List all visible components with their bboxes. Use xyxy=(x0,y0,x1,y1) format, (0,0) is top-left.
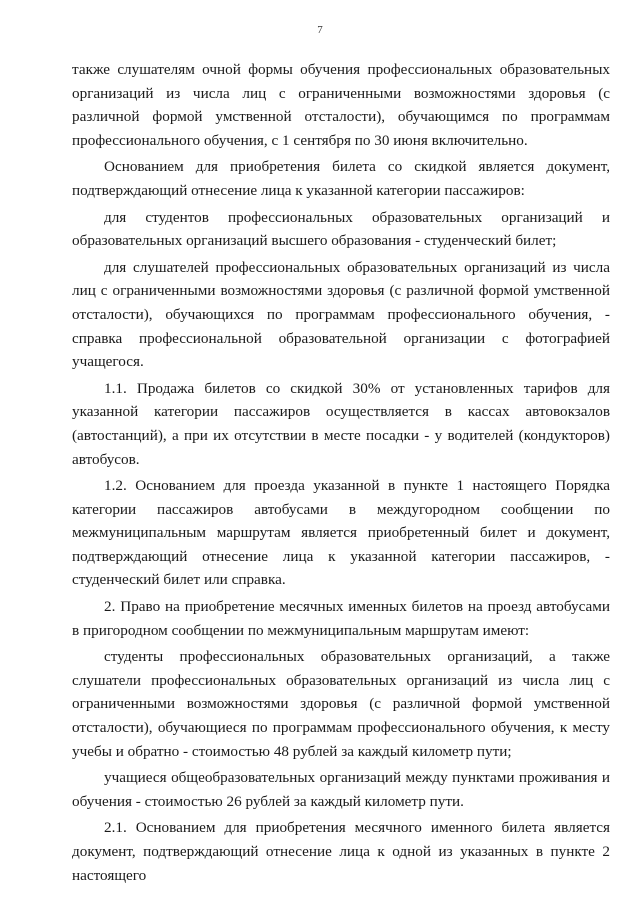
paragraph-clause-2: 2. Право на приобретение месячных именных билетов на проезд автобусами в пригородном сообщении по межмуниципальным маршрутам имеют: xyxy=(72,598,610,639)
paragraph-listeners-certificate: для слушателей профессиональных образовательных организаций из числа лиц с ограниченными возможностями здоровья (с различной формой умственной отсталости), обучающихся по программам профессионального обучения, - справка профессиональной образовательной организации с фотографией учащегося. xyxy=(72,258,610,371)
paragraph-clause-2-1: 2.1. Основанием для приобретения месячного именного билета является документ, подтверждающий отнесение лица к одной из указанных в пункте 2 настоящего xyxy=(72,819,610,884)
paragraph-students-ticket: для студентов профессиональных образовательных организаций и образовательных организаций высшего образования - студенческий билет; xyxy=(72,208,610,250)
page-number: 7 xyxy=(317,24,323,36)
paragraph-pupils-monthly-ticket: учащиеся общеобразовательных организаций между пунктами проживания и обучения - стоимостью 26 рублей за каждый километр пути. xyxy=(72,769,610,810)
paragraph-students-monthly-ticket: студенты профессиональных образовательных организаций, а также слушатели профессиональных образовательных организаций из числа лиц с ограниченными возможностями здоровья (с различной формой умственной отсталости), обучающиеся по программам профессионального обучения, к месту учебы и обратно - стоимостью 48 рублей за каждый километр пути; xyxy=(72,648,610,760)
paragraph-clause-1-1: 1.1. Продажа билетов со скидкой 30% от установленных тарифов для указанной категории пассажиров осуществляется в кассах автовокзалов (автостанций), а при их отсутствии в месте посадки - у водителей (кондукторов) автобусов. xyxy=(72,379,610,468)
document-body xyxy=(72,58,610,887)
paragraph-basis-document: Основанием для приобретения билета со скидкой является документ, подтверждающий отнесение лица к указанной категории пассажиров: xyxy=(72,158,610,199)
paragraph-clause-1-2: 1.2. Основанием для проезда указанной в пункте 1 настоящего Порядка категории пассажиров автобусами в междугородном сообщении по межмуниципальным маршрутам является приобретенный билет и документ, подтверждающий отнесение лица к указанной категории пассажиров, - студенческий билет или справка. xyxy=(72,477,610,589)
paragraph-continuation: также слушателям очной формы обучения профессиональных образовательных организаций из числа лиц с ограниченными возможностями здоровья (с различной формой умственной отсталости), обучающимся по программам профессионального обучения, с 1 сентября по 30 июня включительно. xyxy=(72,61,610,149)
